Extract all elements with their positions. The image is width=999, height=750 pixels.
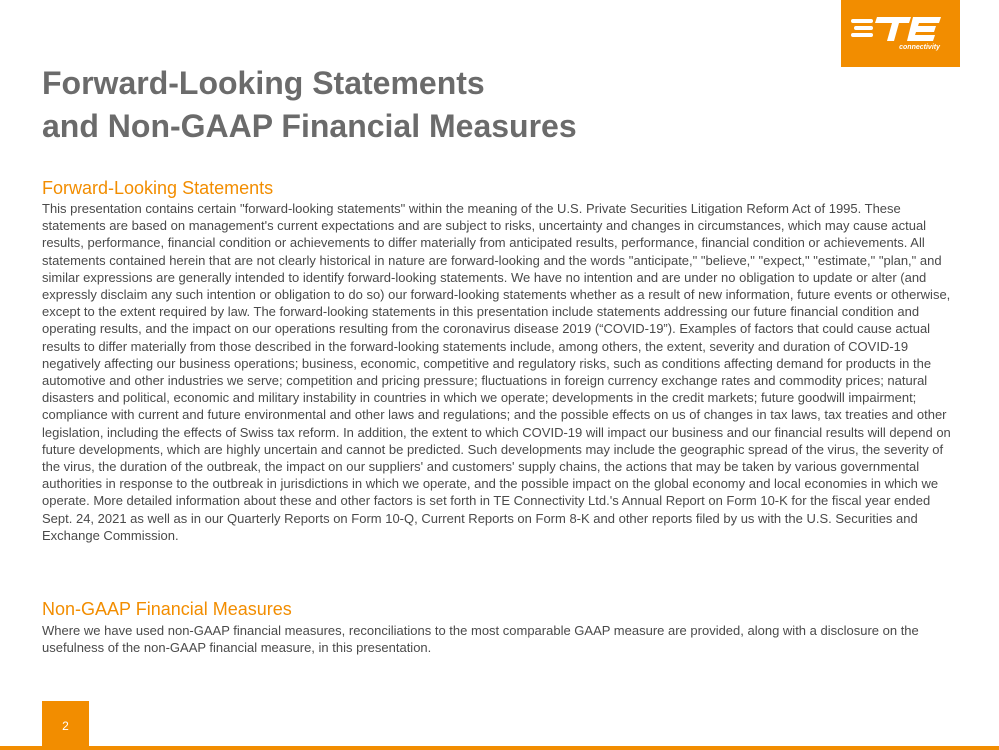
- page-number: 2: [62, 718, 69, 733]
- non-gaap-heading: Non-GAAP Financial Measures: [42, 599, 292, 619]
- page-title-line-1: Forward-Looking Statements: [42, 65, 485, 101]
- footer-divider: [0, 746, 999, 750]
- non-gaap-body: Where we have used non-GAAP financial measures, reconciliations to the most comparable GAAP measure are provided, along with a disclosure on the usefulness of the non-GAAP financial measure, in this presentation.: [42, 623, 919, 656]
- logo-subtitle: connectivity: [899, 44, 940, 51]
- page-number-badge: [42, 701, 89, 750]
- forward-looking-heading: Forward-Looking Statements: [42, 178, 274, 198]
- forward-looking-body: This presentation contains certain "forward-looking statements" within the meaning of the U.S. Private Securities Litigation Reform Act of 1995. These statements are based on management's current expectations and are subject to risks, uncertainty and changes in circumstances, which may cause actual results, performance, financial condition or achievements to differ materially from anticipated results, performance, financial condition or achievements. All statements contained herein that are not clearly historical in nature are forward-looking and the words "anticipate," "believe," "expect," "estimate," "plan," and similar expressions are generally intended to identify forward-looking statements. We have no intention and are under no obligation to update or alter (and expressly disclaim any such intention or obligation to do so) our forward-looking statements whether as a result of new information, future events or otherwise, except to the extent required by law. The forward-looking statements in this presentation include statements addressing our future financial condition and operating results, and the impact on our operations resulting from the coronavirus disease 2019 (“COVID-19”). Examples of factors that could cause actual results to differ materially from those described in the forward-looking statements include, among others, the extent, severity and duration of COVID-19 negatively affecting our business operations; business, economic, competitive and regulatory risks, such as conditions affecting demand for products in the automotive and other industries we serve; competition and pricing pressure; fluctuations in foreign currency exchange rates and commodity prices; natural disasters and political, economic and military instability in countries in which we operate; developments in the credit markets; future goodwill impairment; compliance with current and future environmental and other laws and regulations; and the possible effects on us of changes in tax laws, tax treaties and other legislation, including the effects of Swiss tax reform. In addition, the extent to which COVID-19 will impact our business and our financial results will depend on future developments, which are highly uncertain and cannot be predicted. Such developments may include the geographic spread of the virus, the severity of the virus, the duration of the outbreak, the impact on our suppliers' and customers' supply chains, the actions that may be taken by various governmental authorities in response to the outbreak in jurisdictions in which we operate, and the possible impact on the global economy and local economies in which we operate. More detailed information about these and other factors is set forth in TE Connectivity Ltd.'s Annual Report on Form 10-K for the fiscal year ended Sept. 24, 2021 as well as in our Quarterly Reports on Form 10-Q, Current Reports on Form 8-K and other reports filed by us with the U.S. Securities and Exchange Commission.: [42, 201, 951, 543]
- te-logo-mark-icon: [851, 14, 947, 44]
- page-title-line-2: and Non-GAAP Financial Measures: [42, 108, 577, 144]
- te-connectivity-logo: [841, 0, 960, 67]
- page-title: [42, 62, 577, 148]
